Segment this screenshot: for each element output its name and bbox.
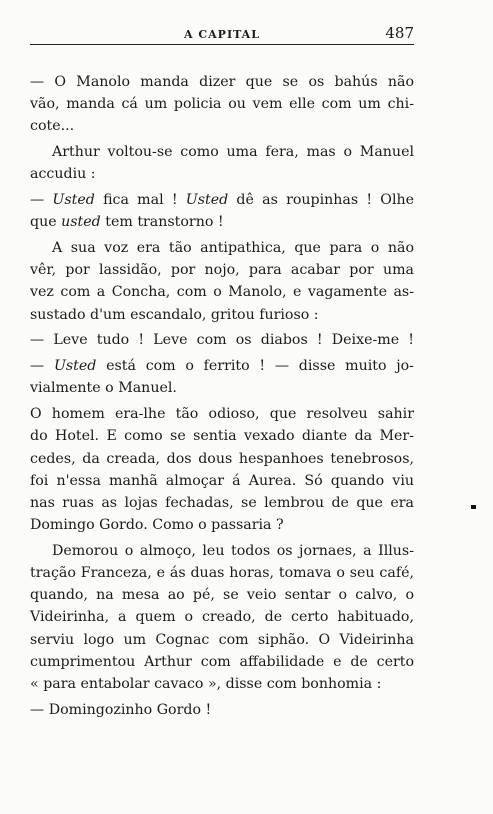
text-line: quando, na mesa ao pé, se veio sentar o calvo, o [30, 587, 414, 604]
text-line: accudiu : [30, 166, 96, 183]
text-line: — O Manolo manda dizer que se os bahús não [30, 74, 414, 90]
text-line: — Domingozinho Gordo ! [30, 701, 212, 718]
text-line: vêr, por lassidão, por nojo, para acabar por uma [30, 262, 414, 279]
text-line: foi n'essa manhã almoçar á Aurea. Só quando viu [30, 472, 414, 489]
text-line: A sua voz era tão antipathica, que para o não [52, 240, 414, 257]
text-line: vão, manda cá um policia ou vem elle com um chi- [30, 96, 414, 113]
text-line: cumprimentou Arthur com affabilidade e de certo [30, 653, 414, 670]
text-line: do Hotel. E como se sentia vexado diante da Mer- [30, 428, 414, 445]
text-line: O homem era-lhe tão odioso, que resolveu sahir [30, 406, 414, 423]
text-line: serviu logo um Cognac com siphão. O Videirinha [30, 631, 414, 648]
text-line: — Usted está com o ferrito ! — disse muito jo- [30, 358, 414, 375]
text-line: vez com a Concha, com o Manolo, e vagamente as- [30, 284, 414, 301]
page-number: 487 [385, 24, 414, 42]
text-line: cedes, da creada, dos dous hespanhoes tenebrosos, [30, 450, 414, 467]
text-line: Demorou o almoço, leu todos os jornaes, a Illus- [52, 542, 414, 559]
text-line: sustado d'um escandalo, gritou furioso : [30, 306, 319, 323]
text-line: « para entabolar cavaco », disse com bonhomia : [30, 676, 382, 693]
text-line: Domingo Gordo. Como o passaria ? [30, 517, 284, 534]
text-line: nas ruas as lojas fechadas, se lembrou de que era [30, 494, 414, 511]
text-line: Arthur voltou-se como uma fera, mas o Manuel [52, 144, 414, 161]
text-line: Videirinha, a quem o creado, de certo habituado, [30, 609, 414, 626]
book-page [30, 22, 414, 721]
text-line: — Usted fica mal ! Usted dê as roupinhas ! Olhe [30, 192, 415, 209]
page-header [30, 22, 414, 45]
text-line: — Leve tudo ! Leve com os diabos ! Deixe-me ! [30, 332, 414, 349]
text-line: que usted tem transtorno ! [30, 214, 224, 231]
margin-ink-mark [471, 505, 476, 509]
running-title: A CAPITAL [184, 28, 260, 41]
text-line: cote... [30, 118, 75, 135]
body-text [30, 71, 414, 721]
text-line: vialmente o Manuel. [30, 380, 177, 397]
text-line: tração Franceza, e ás duas horas, tomava o seu café, [30, 565, 414, 582]
